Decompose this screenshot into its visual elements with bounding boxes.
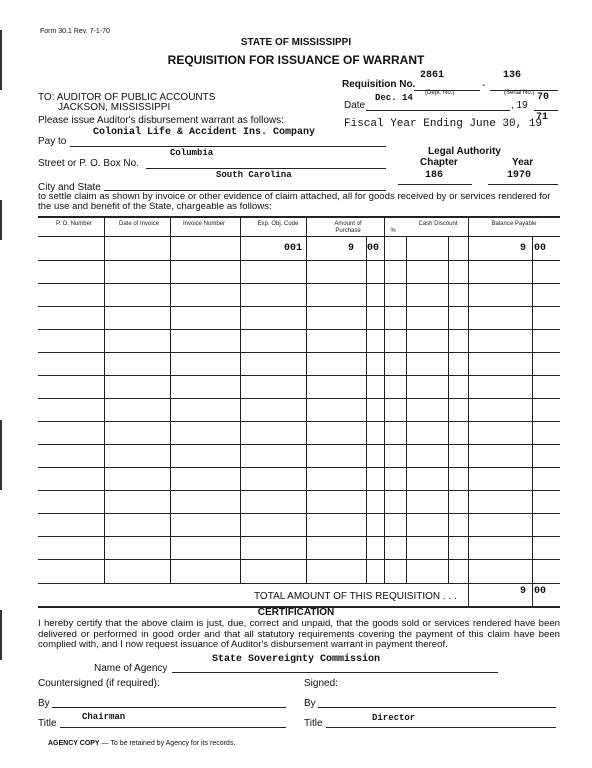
- agency-copy-label: AGENCY COPY: [48, 740, 100, 747]
- year-label: Year: [512, 157, 534, 168]
- col-header-cash-discount: Cash Discount: [418, 221, 458, 227]
- row-rule: [38, 444, 560, 445]
- row-rule: [38, 375, 560, 376]
- col-rule: [306, 218, 307, 584]
- col-rule: [406, 236, 407, 584]
- row-rule: [38, 306, 560, 307]
- date-year-prefix: , 19: [511, 100, 528, 111]
- serial-no-label: (Serial No.): [504, 90, 535, 96]
- col-rule: [240, 218, 241, 584]
- instruction-text: Please issue Auditor's disbursement warrant as follows:: [38, 115, 284, 126]
- row-rule: [38, 490, 560, 491]
- pay-to-label: Pay to: [38, 136, 67, 147]
- date-line: [366, 110, 510, 111]
- col-rule: [104, 218, 105, 584]
- requisition-dept-value[interactable]: 2861: [420, 70, 445, 81]
- scan-edge-mark: [0, 420, 2, 490]
- city-state-value[interactable]: South Carolina: [216, 170, 292, 180]
- col-rule: [366, 236, 367, 584]
- agency-value[interactable]: State Sovereignty Commission: [212, 654, 381, 665]
- street-value[interactable]: Columbia: [170, 148, 214, 158]
- signed-label: Signed:: [304, 678, 338, 689]
- col-rule: [170, 218, 171, 584]
- street-line: [146, 168, 386, 169]
- col-header-date-of-invoice: Date of Invoice: [118, 221, 160, 227]
- settle-claim-text: to settle claim as shown by invoice or other evidence of claim attached, all for goods received by or services rendered for the use and benefit of the State, chargeable as follows:: [38, 191, 551, 212]
- by-label-right: By: [304, 698, 316, 709]
- row-rule: [38, 513, 560, 514]
- dept-no-label: (Dept. No.): [425, 90, 455, 96]
- balance-dollars-cell[interactable]: 9: [520, 243, 527, 254]
- row-rule: [38, 559, 560, 560]
- row-rule: [38, 283, 560, 284]
- col-header-invoice-number: Invoice Number: [182, 221, 226, 227]
- row-rule: [38, 467, 560, 468]
- col-header-amount-of-purchase: Amount of Purchase: [334, 221, 362, 234]
- fiscal-year-value[interactable]: 71: [536, 112, 549, 123]
- col-rule: [384, 218, 385, 584]
- items-table: [38, 216, 560, 608]
- row-rule: [38, 398, 560, 399]
- title-label-left: Title: [38, 718, 57, 729]
- date-year-line: [534, 110, 558, 111]
- certification-title: CERTIFICATION: [257, 607, 335, 618]
- col-rule: [448, 236, 449, 584]
- total-cents[interactable]: 00: [534, 586, 547, 597]
- pay-to-line: [70, 146, 386, 147]
- col-header-exp-obj-code: Exp. Obj. Code: [257, 221, 299, 227]
- to-auditor-line1: TO: AUDITOR OF PUBLIC ACCOUNTS: [38, 92, 216, 103]
- date-value[interactable]: Dec. 14: [375, 93, 413, 103]
- total-row-rule: [38, 583, 560, 584]
- row-rule: [38, 421, 560, 422]
- col-rule: [468, 218, 469, 606]
- title-label-right: Title: [304, 718, 323, 729]
- date-year-value[interactable]: 70: [537, 92, 550, 103]
- form-title: REQUISITION FOR ISSUANCE OF WARRANT: [167, 53, 425, 67]
- by-label-left: By: [38, 698, 50, 709]
- street-label: Street or P. O. Box No.: [38, 158, 139, 169]
- countersigned-label: Countersigned (if required):: [38, 678, 160, 689]
- year-line: [488, 184, 558, 185]
- chapter-value[interactable]: 186: [425, 170, 444, 181]
- row-rule: [38, 352, 560, 353]
- col-header-po-number: P. O. Number: [56, 221, 92, 227]
- pay-to-value[interactable]: Colonial Life & Accident Ins. Company: [93, 127, 316, 138]
- year-value[interactable]: 1970: [507, 170, 532, 181]
- requisition-label: Requisition No.: [342, 79, 416, 90]
- agency-label: Name of Agency: [94, 663, 168, 674]
- legal-authority-title: Legal Authority: [428, 146, 501, 157]
- agency-line: [172, 672, 498, 673]
- state-title: STATE OF MISSISSIPPI: [240, 37, 352, 48]
- by-line-left: [52, 707, 286, 708]
- row-rule: [38, 260, 560, 261]
- total-label: TOTAL AMOUNT OF THIS REQUISITION . . .: [254, 591, 457, 602]
- title-line-right: [326, 727, 556, 728]
- requisition-serial-value[interactable]: 136: [503, 70, 522, 81]
- amount-cents-cell[interactable]: 00: [367, 243, 380, 254]
- total-dollars[interactable]: 9: [520, 586, 527, 597]
- agency-copy-note: [48, 740, 235, 747]
- agency-copy-text: — To be retained by Agency for its records.: [99, 740, 236, 747]
- by-line-right: [318, 707, 556, 708]
- balance-cents-cell[interactable]: 00: [534, 243, 547, 254]
- requisition-dash: -: [482, 80, 486, 91]
- city-state-label: City and State: [38, 182, 101, 193]
- col-header-balance-payable: Balance Payable: [491, 221, 537, 227]
- exp-obj-code-cell[interactable]: 001: [284, 243, 303, 254]
- table-header-rule: [38, 236, 560, 237]
- chapter-label: Chapter: [420, 157, 458, 168]
- scan-edge-mark: [0, 200, 2, 240]
- fiscal-year-label: Fiscal Year Ending June 30, 19: [344, 118, 543, 130]
- date-label: Date: [344, 100, 366, 111]
- amount-dollars-cell[interactable]: 9: [348, 243, 355, 254]
- col-header-percent: %: [390, 228, 396, 234]
- title-value-right[interactable]: Director: [372, 713, 416, 723]
- title-value-left[interactable]: Chairman: [82, 712, 126, 722]
- certification-text: I hereby certify that the above claim is just, due, correct and unpaid, that the goods sold or services rendered have been delivered or performed in good order and that all statutory requirements covering the payment of this claim have been complied with, and I now request issuance of Auditor's disbursement warrant in payment thereof.: [38, 618, 560, 650]
- to-auditor-line2: JACKSON, MISSISSIPPI: [58, 102, 171, 113]
- row-rule: [38, 536, 560, 537]
- title-line-left: [60, 727, 286, 728]
- chapter-line: [398, 184, 472, 185]
- row-rule: [38, 329, 560, 330]
- form-number: Form 30.1 Rev. 7-1-70: [40, 28, 110, 35]
